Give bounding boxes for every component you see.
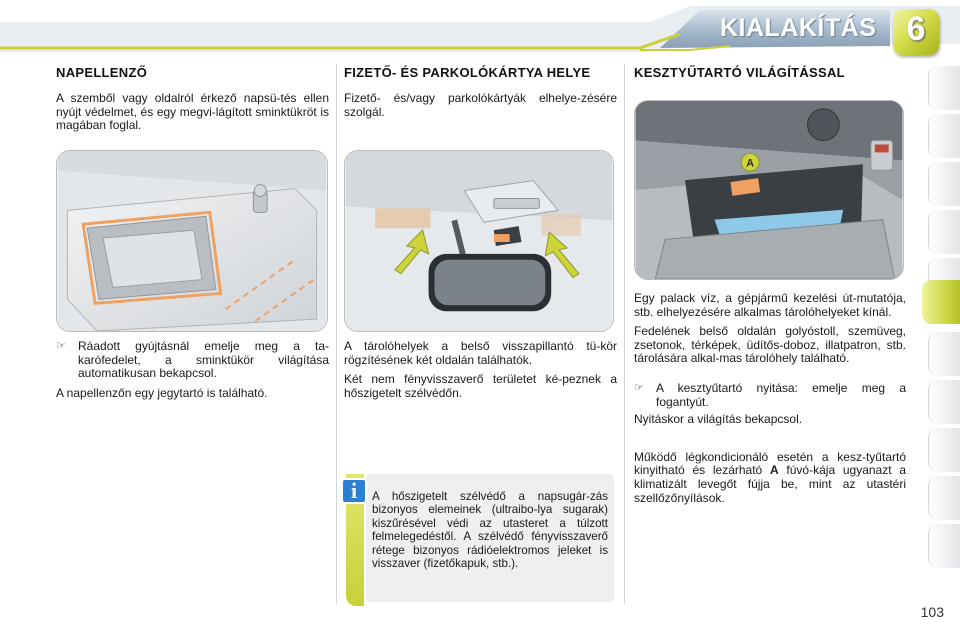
glovebox-text <box>634 292 906 505</box>
glovebox-para3: Nyitáskor a világítás bekapcsol. <box>634 412 803 427</box>
glovebox-para4 <box>634 451 906 505</box>
page-number: 103 <box>920 604 944 620</box>
pointing-finger-icon: ☞ <box>634 381 644 394</box>
glovebox-para4-end: fúvó-kája ugyanazt a klimatizált levegőt fújja be, mint az utastéri szellőzőnyílások. <box>634 463 906 505</box>
chapter-title: KIALAKÍTÁS <box>720 14 877 42</box>
sun-visor-bullet-text: Ráadott gyújtásnál emelje meg a ta-karófedelet, a sminktükör világítása automatikusan bekapcsol. <box>78 339 329 381</box>
info-box <box>366 474 614 602</box>
card-holder-para2: Két nem fényvisszaverő területet ké-peznek a hőszigetelt szélvédőn. <box>344 372 617 400</box>
figure-label-a: A <box>746 157 755 170</box>
glovebox-para4-bold: A <box>770 463 779 478</box>
card-holder-intro: Fizető- és/vagy parkolókártyák elhelye-zésére szolgál. <box>344 91 617 119</box>
card-holder-para1: A tárolóhelyek a belső visszapillantó tü-kör rögzítésének két oldalán találhatók. <box>344 339 617 367</box>
glovebox-bullet <box>634 382 906 409</box>
chapter-tab[interactable] <box>928 524 960 568</box>
glovebox-para1: Egy palack víz, a gépjármű kezelési út-mutatója, stb. elhelyezésére alkalmas tárolóhelyeket kínál. <box>634 291 906 319</box>
chapter-tab[interactable] <box>928 210 960 254</box>
sun-visor-intro: A szemből vagy oldalról érkező napsü-tés ellen nyújt védelmet, és egy megvi-lágított sminktükröt is magában foglal. <box>56 91 329 133</box>
column-divider <box>624 64 625 604</box>
info-text: A hőszigetelt szélvédő a napsugár-zás bizonyos elemeinek (ultraibo-lya sugarak) kiszűrésével védi az utasteret a túlzott felmelegedéstől. A szélvédő fényvisszaverő rétege bizonyos rádióelektromos jeleket is visszaver (fizetőkapuk, stb.). <box>372 490 608 571</box>
pointing-finger-icon: ☞ <box>56 340 66 352</box>
sun-visor-bullet <box>56 340 329 381</box>
card-holder-heading: FIZETŐ- ÉS PARKOLÓKÁRTYA HELYE <box>344 65 591 80</box>
info-icon: i <box>341 478 367 504</box>
chapter-tab[interactable] <box>928 380 960 424</box>
column-divider <box>336 64 337 604</box>
glovebox-para2: Fedelének belső oldalán golyóstoll, szemüveg, zsetonok, térképek, üdítős-doboz, illatpatron, stb. tárolására alkal-mas tárolóhely található. <box>634 324 906 366</box>
glovebox-para4-start: Működő légkondicionáló esetén a kesz-tyűtartó kinyitható és lezárható <box>634 449 906 478</box>
sun-visor-notes <box>56 340 329 400</box>
chapter-number: 6 <box>906 10 926 48</box>
chapter-tab[interactable] <box>928 476 960 520</box>
chapter-tabs <box>928 66 960 576</box>
card-holder-text <box>344 340 617 400</box>
chapter-tab-active[interactable] <box>922 280 960 324</box>
mirror-illustration <box>344 150 614 332</box>
chapter-tab[interactable] <box>928 114 960 158</box>
chapter-tab[interactable] <box>928 332 960 376</box>
chapter-tab[interactable] <box>928 162 960 206</box>
sun-visor-illustration <box>56 150 328 332</box>
glovebox-illustration <box>634 100 904 280</box>
glovebox-heading: KESZTYŰTARTÓ VILÁGÍTÁSSAL <box>634 65 845 80</box>
chapter-tab[interactable] <box>928 428 960 472</box>
chapter-tab[interactable] <box>928 66 960 110</box>
sun-visor-note: A napellenzőn egy jegytartó is található. <box>56 385 268 400</box>
sun-visor-section <box>56 66 329 133</box>
glovebox-section <box>634 66 906 80</box>
sun-visor-heading: NAPELLENZŐ <box>56 65 148 80</box>
card-holder-section <box>344 66 617 119</box>
glovebox-bullet-text: A kesztyűtartó nyitása: emelje meg a fogantyút. <box>656 380 906 409</box>
